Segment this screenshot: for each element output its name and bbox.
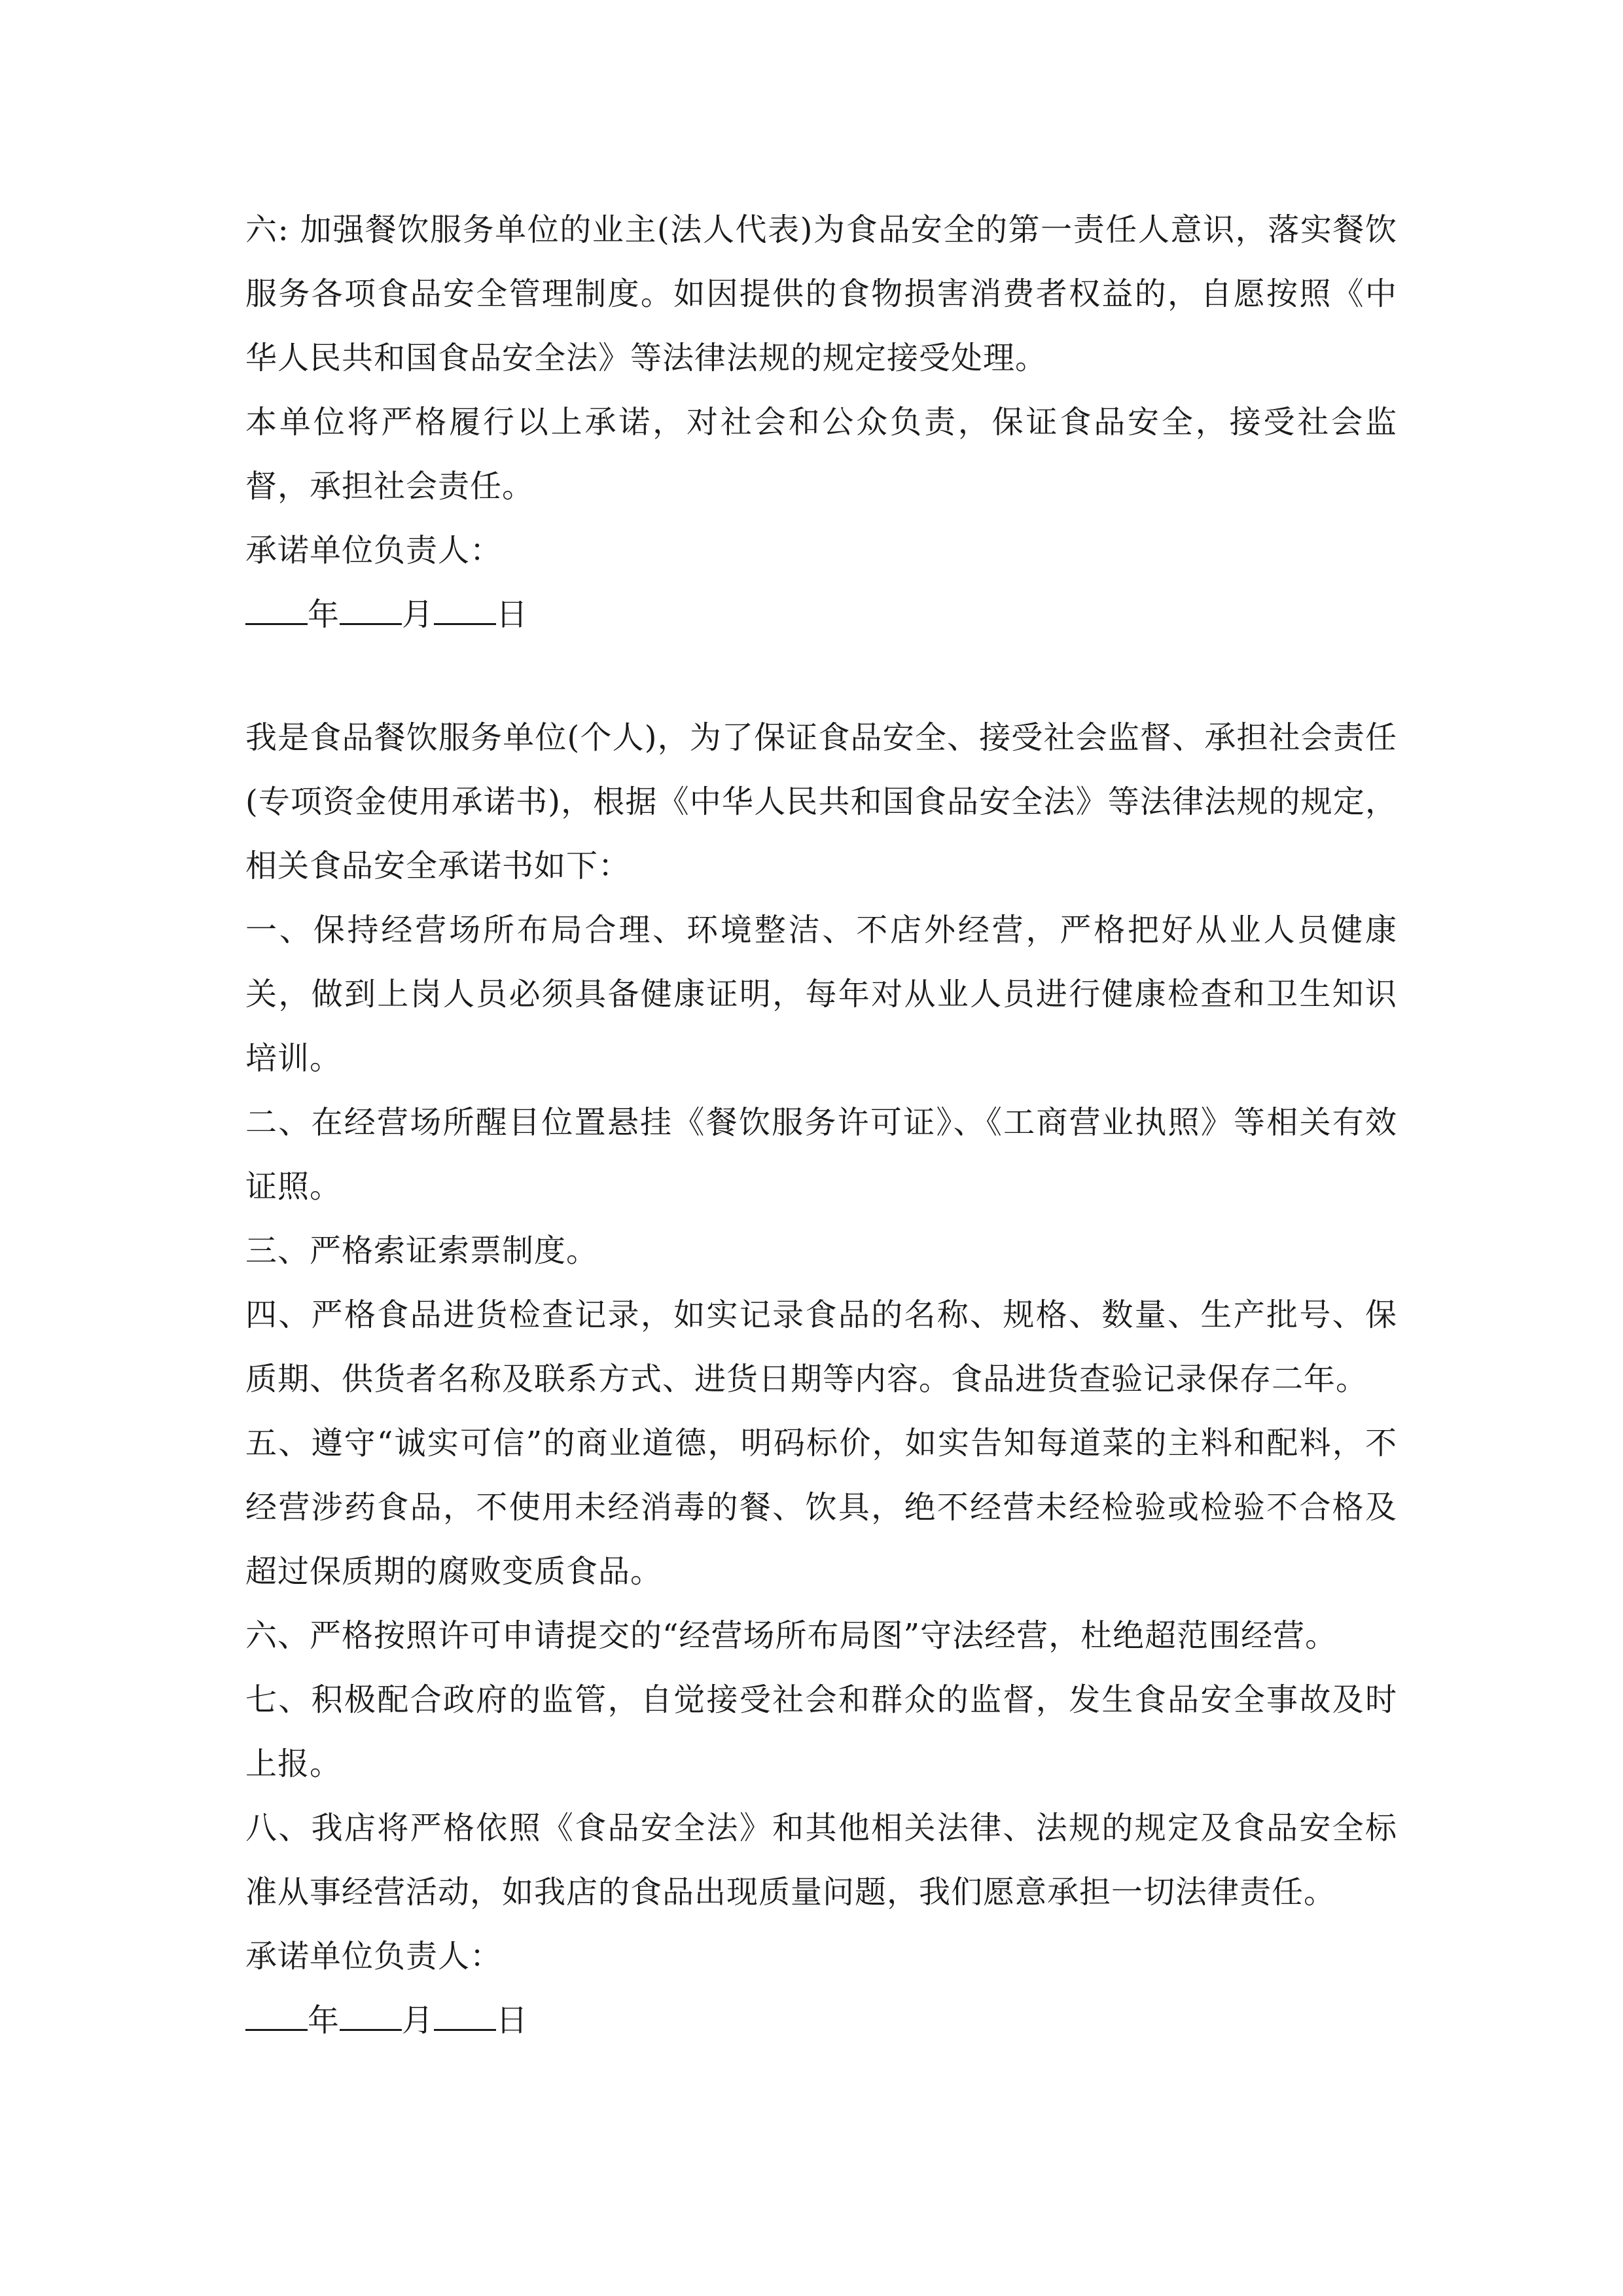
clause-one: 一、保持经营场所布局合理、环境整洁、不店外经营，严格把好从业人员健康关，做到上岗人员必须具备健康证明，每年对从业人员进行健康检查和卫生知识培训。: [245, 912, 1397, 1077]
clause-six: 六、严格按照许可申请提交的“经营场所布局图”守法经营，杜绝超范围经营。: [245, 1617, 1338, 1654]
clause-three: 三、严格索证索票制度。: [245, 1232, 599, 1269]
clause-seven: 七、积极配合政府的监管，自觉接受社会和群众的监督，发生食品安全事故及时上报。: [245, 1681, 1397, 1782]
commitment-statement: 本单位将严格履行以上承诺，对社会和公众负责，保证食品安全，接受社会监督，承担社会责任。: [245, 404, 1397, 505]
year-label: 年: [308, 2002, 340, 2039]
day-blank: [434, 2003, 496, 2031]
day-label: 日: [496, 596, 529, 633]
intro-paragraph: 我是食品餐饮服务单位(个人)，为了保证食品安全、接受社会监督、承担社会责任(专项资金使用承诺书)，根据《中华人民共和国食品安全法》等法律法规的规定，相关食品安全承诺书如下：: [245, 719, 1397, 884]
day-label: 日: [496, 2002, 529, 2039]
clause-five: 五、遵守“诚实可信”的商业道德，明码标价，如实告知每道菜的主料和配料，不经营涉药食品，不使用未经消毒的餐、饮具，绝不经营未经检验或检验不合格及超过保质期的腐败变质食品。: [245, 1425, 1397, 1590]
clause-four: 四、严格食品进货检查记录，如实记录食品的名称、规格、数量、生产批号、保质期、供货者名称及联系方式、进货日期等内容。食品进货查验记录保存二年。: [245, 1297, 1397, 1397]
signatory-label: 承诺单位负责人：: [245, 532, 503, 569]
month-label: 月: [402, 2002, 435, 2039]
month-label: 月: [402, 596, 435, 633]
year-blank: [245, 2003, 308, 2031]
date-line: [245, 583, 1397, 647]
clause-two: 二、在经营场所醒目位置悬挂《餐饮服务许可证》、《工商营业执照》等相关有效证照。: [245, 1104, 1397, 1205]
day-blank: [434, 597, 496, 625]
year-label: 年: [308, 596, 340, 633]
signatory-label: 承诺单位负责人：: [245, 1938, 503, 1975]
commitment-section-2: [245, 706, 1397, 2053]
date-line: [245, 1988, 1397, 2053]
clause-six-paragraph: 六: 加强餐饮服务单位的业主(法人代表)为食品安全的第一责任人意识，落实餐饮服务各项食品安全管理制度。如因提供的食物损害消费者权益的，自愿按照《中华人民共和国食品安全法》等法律法规的规定接受处理。: [245, 211, 1397, 376]
commitment-section-1: [245, 198, 1397, 647]
month-blank: [340, 2003, 402, 2031]
year-blank: [245, 597, 308, 625]
month-blank: [340, 597, 402, 625]
clause-eight: 八、我店将严格依照《食品安全法》和其他相关法律、法规的规定及食品安全标准从事经营活动，如我店的食品出现质量问题，我们愿意承担一切法律责任。: [245, 1810, 1397, 1910]
